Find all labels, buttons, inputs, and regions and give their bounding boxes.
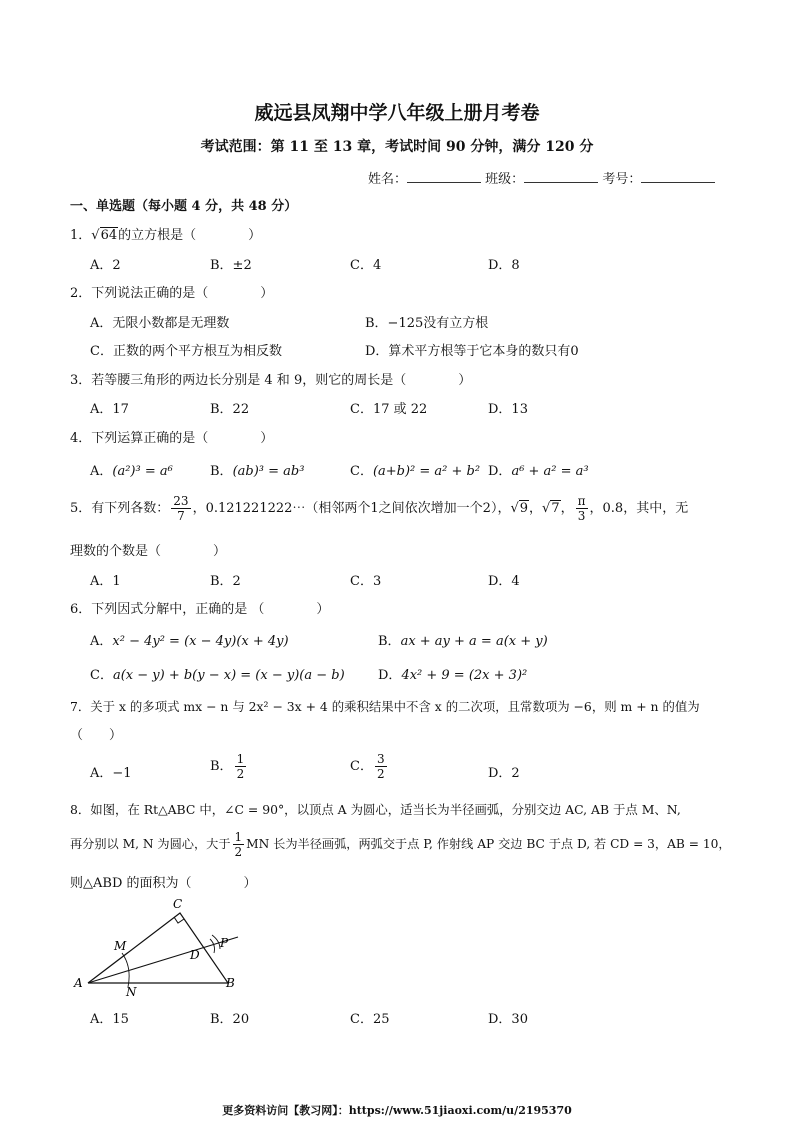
q8-line2-pre: 再分别以 M, N 为圆心，大于 bbox=[70, 837, 231, 851]
q3-option-a[interactable]: A．17 bbox=[90, 402, 129, 417]
footer-link[interactable]: 更多资料访问【教习网】：https://www.51jiaoxi.com/u/2195370 bbox=[222, 1104, 572, 1117]
q6-option-c-expr: a(x − y) + b(y − x) = (x − y)(a − b) bbox=[112, 668, 345, 683]
q4-option-c[interactable] bbox=[350, 460, 480, 479]
label-d: D bbox=[190, 948, 200, 962]
q4-option-d-label: D． bbox=[488, 464, 512, 479]
fraction-1-2 bbox=[235, 752, 247, 781]
q6-option-b[interactable] bbox=[378, 630, 548, 649]
student-info-row bbox=[368, 168, 715, 187]
label-p: P bbox=[220, 936, 229, 950]
q5-option-c[interactable]: C．3 bbox=[350, 574, 382, 589]
fraction-pi-3 bbox=[576, 494, 588, 523]
q6-option-a-expr: x² − 4y² = (x − 4y)(x + 4y) bbox=[112, 634, 289, 649]
q1-option-c[interactable]: C．4 bbox=[350, 258, 382, 273]
q5-option-d[interactable]: D．4 bbox=[488, 574, 520, 589]
arc-mn bbox=[122, 953, 129, 987]
q5-option-a[interactable]: A．1 bbox=[90, 574, 121, 589]
q6-option-b-label: B． bbox=[378, 634, 401, 649]
q7-option-a[interactable]: A．−1 bbox=[90, 766, 132, 781]
q8-line2-post: MN 长为半径画弧，两弧交于点 P, 作射线 AP 交边 BC 于点 D, 若 CD = 3，AB = 10， bbox=[246, 837, 731, 851]
label-n: N bbox=[126, 985, 137, 999]
q3-option-d[interactable]: D．13 bbox=[488, 402, 528, 417]
fraction-numerator: 1 bbox=[236, 752, 245, 766]
ray-ap bbox=[88, 937, 238, 983]
q6-option-d-label: D． bbox=[378, 668, 402, 683]
section-title: 一、单选题（每小题 4 分，共 48 分） bbox=[70, 199, 298, 214]
question-8-line3: 则△ABD 的面积为（ ） bbox=[70, 876, 257, 891]
question-8-line2 bbox=[70, 830, 731, 859]
q4-option-d[interactable] bbox=[488, 460, 589, 479]
question-7: 7．关于 x 的多项式 mx − n 与 2x² − 3x + 4 的乘积结果中不含 x 的二次项，且常数项为 −6，则 m + n 的值为 bbox=[70, 699, 700, 714]
q2-option-a[interactable]: A．无限小数都是无理数 bbox=[90, 316, 230, 331]
question-1: 1．√64的立方根是（ ） bbox=[70, 228, 262, 243]
arc-p2 bbox=[212, 935, 220, 949]
q6-option-c-label: C． bbox=[90, 668, 113, 683]
q6-option-c[interactable] bbox=[90, 664, 345, 683]
q8-option-b[interactable]: B．20 bbox=[210, 1012, 250, 1027]
q1-option-a[interactable]: A．2 bbox=[90, 258, 121, 273]
q5-mid: ，0.121221222⋯（相邻两个1之间依次增加一个2）， bbox=[192, 501, 511, 516]
label-b: B bbox=[226, 976, 235, 990]
question-2: 2．下列说法正确的是（ ） bbox=[70, 286, 274, 301]
label-c: C bbox=[173, 897, 183, 911]
fraction-numerator: 1 bbox=[234, 830, 243, 844]
label-a: A bbox=[74, 976, 83, 990]
q7-option-b-label: B． bbox=[210, 759, 233, 774]
q2-option-b[interactable]: B．−125没有立方根 bbox=[365, 316, 489, 331]
fraction-denominator: 2 bbox=[236, 767, 245, 781]
exam-title: 威远县凤翔中学八年级上册月考卷 bbox=[254, 102, 540, 124]
name-blank[interactable] bbox=[407, 170, 481, 183]
q8-option-d[interactable]: D．30 bbox=[488, 1012, 528, 1027]
q7-option-c-label: C． bbox=[350, 759, 373, 774]
q5-pre: 5．有下列各数： bbox=[70, 501, 170, 516]
fraction-numerator: π bbox=[577, 494, 586, 508]
q1-option-b[interactable]: B．±2 bbox=[210, 258, 252, 273]
fraction-denominator: 3 bbox=[577, 509, 586, 523]
q6-option-a[interactable] bbox=[90, 630, 289, 649]
arc-p1 bbox=[210, 939, 215, 953]
q4-option-c-expr: (a+b)² = a² + b² bbox=[372, 464, 481, 479]
q4-option-a[interactable] bbox=[90, 460, 173, 479]
q6-option-d-expr: 4x² + 9 = (2x + 3)² bbox=[401, 668, 528, 683]
exam-subtitle: 考试范围：第 11 至 13 章，考试时间 90 分钟，满分 120 分 bbox=[200, 139, 594, 155]
class-label: 班级： bbox=[485, 172, 525, 187]
q4-option-c-label: C． bbox=[350, 464, 373, 479]
fraction-3-2 bbox=[375, 752, 387, 781]
q8-option-c[interactable]: C．25 bbox=[350, 1012, 390, 1027]
name-label: 姓名： bbox=[368, 172, 408, 187]
right-angle-mark bbox=[174, 917, 184, 923]
fraction-denominator: 7 bbox=[177, 509, 185, 523]
class-blank[interactable] bbox=[524, 170, 598, 183]
q6-option-a-label: A． bbox=[90, 634, 113, 649]
question-1-number: 1． bbox=[70, 228, 92, 243]
fraction-numerator: 3 bbox=[376, 752, 385, 766]
q5-post: ，0.8，其中，无 bbox=[589, 501, 689, 516]
q7-option-b[interactable] bbox=[210, 752, 248, 781]
sqrt-radicand: 64 bbox=[100, 228, 118, 243]
q3-option-c[interactable]: C．17 或 22 bbox=[350, 402, 428, 417]
number-blank[interactable] bbox=[641, 170, 715, 183]
question-6: 6．下列因式分解中，正确的是 （ ） bbox=[70, 602, 330, 617]
q6-option-b-expr: ax + ay + a = a(x + y) bbox=[400, 634, 548, 649]
question-5: 5．有下列各数： $\frac{23}{7}$ ，0.121221222⋯（相邻两个1之间依次增加一个2），√9，√7， $\frac{\pi}{3}$ ，0.8，其中，无 bbox=[70, 494, 689, 523]
q4-option-d-expr: a⁶ + a² = a³ bbox=[511, 464, 589, 479]
triangle-abc bbox=[88, 913, 228, 983]
q4-option-a-expr: (a²)³ = a⁶ bbox=[112, 464, 173, 479]
question-5-line2: 理数的个数是（ ） bbox=[70, 544, 227, 559]
q4-option-a-label: A． bbox=[90, 464, 113, 479]
question-8: 8．如图，在 Rt△ABC 中，∠C = 90°，以顶点 A 为圆心，适当长为半径画弧，分别交边 AC, AB 于点 M、N, bbox=[70, 802, 681, 817]
question-7-line2: （ ） bbox=[70, 728, 123, 743]
q4-option-b[interactable] bbox=[210, 460, 304, 479]
sqrt-9: 9 bbox=[519, 501, 529, 516]
q2-option-c[interactable]: C．正数的两个平方根互为相反数 bbox=[90, 344, 282, 359]
fraction-denominator: 2 bbox=[376, 767, 385, 781]
question-3: 3．若等腰三角形的两边长分别是 4 和 9，则它的周长是（ ） bbox=[70, 373, 472, 388]
triangle-figure bbox=[70, 895, 250, 1000]
q4-option-b-expr: (ab)³ = ab³ bbox=[232, 464, 305, 479]
q2-option-d[interactable]: D．算术平方根等于它本身的数只有0 bbox=[365, 344, 579, 359]
question-4: 4．下列运算正确的是（ ） bbox=[70, 431, 274, 446]
q5-option-b[interactable]: B．2 bbox=[210, 574, 241, 589]
question-1-text: 的立方根是（ ） bbox=[118, 228, 262, 243]
fraction-half bbox=[233, 830, 245, 859]
sqrt-7: 7 bbox=[551, 501, 560, 516]
q3-option-b[interactable]: B．22 bbox=[210, 402, 250, 417]
q7-option-d[interactable]: D．2 bbox=[488, 766, 520, 781]
label-m: M bbox=[114, 939, 127, 953]
fraction-numerator: 23 bbox=[173, 494, 189, 508]
q7-option-c[interactable] bbox=[350, 752, 389, 781]
q8-option-a[interactable]: A．15 bbox=[90, 1012, 129, 1027]
q1-option-d[interactable]: D．8 bbox=[488, 258, 520, 273]
q6-option-d[interactable] bbox=[378, 664, 527, 683]
q4-option-b-label: B． bbox=[210, 464, 233, 479]
number-label: 考号： bbox=[602, 172, 642, 187]
fraction-denominator: 2 bbox=[234, 845, 243, 859]
fraction-23-7 bbox=[171, 494, 190, 523]
